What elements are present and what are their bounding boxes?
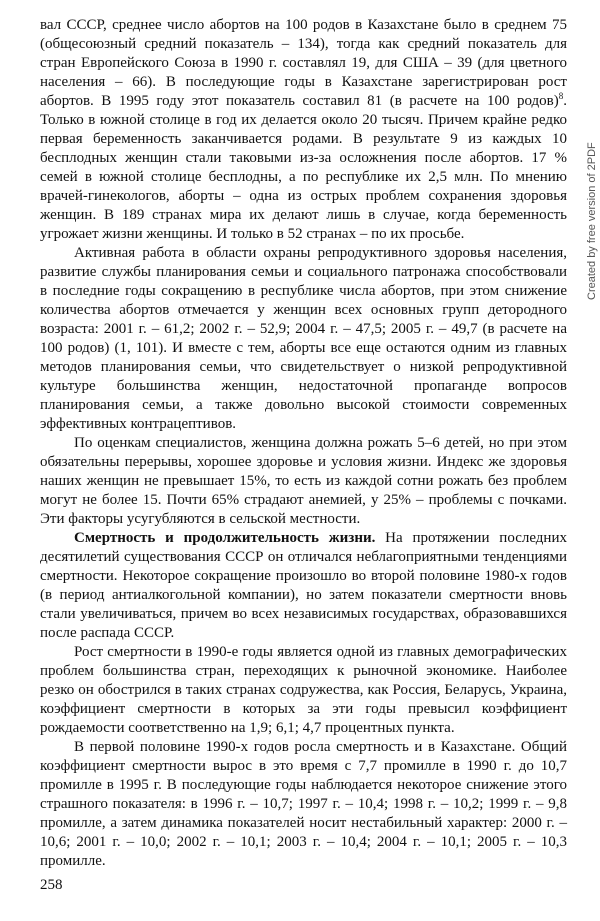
footnote-marker: 8: [558, 91, 564, 101]
page-number: 258: [40, 877, 63, 893]
paragraph-abortion-statistics: [40, 16, 567, 244]
paragraph-text: вал СССР, среднее число абортов на 100 родов в Казахстане было в среднем 75 (общесоюзный средний показатель – 134), тогда как средний показатель для стран Европейского Союза в 1990 г. составлял 19, для США – 39 (для цветного населения – 66). В последующие годы в Казахстане зарегистрирован рост абортов. В 1995 году этот показатель составил 81 (в расчете на 100 родов): [40, 17, 567, 109]
paragraph-mortality-growth: [40, 643, 567, 738]
paragraph-text-continued: . Только в южной столице в год их делается около 20 тысяч. Причем крайне редко первая беременность заканчивается родами. В результате 9 из каждых 10 бесплодных женщин стали таковыми из-за осложнения после абортов. 17 % семей в южной столице бесплодны, а по республике их 2,5 млн. По мнению врачей-гинекологов, аборты – одна из острых проблем сохранения здоровья женщин. В 189 странах мира их делают лишь в случае, когда беременность угрожает жизни женщины. И только в 52 странах – по их просьбе.: [40, 93, 567, 242]
paragraph-text: По оценкам специалистов, женщина должна рожать 5–6 детей, но при этом обязательны перерывы, хорошее здоровье и условия жизни. Индекс же здоровья наших женщин не превышает 15%, то есть из каждой сотни рожать без проблем могут не более 15. Почти 65% страдают анемией, у 25% – проблемы с почками. Эти факторы усугубляются в сельской местности.: [40, 435, 567, 527]
paragraph-women-health-index: [40, 434, 567, 529]
paragraph-text: Активная работа в области охраны репродуктивного здоровья населения, развитие службы планирования семьи и социального патронажа способствовали в последние годы сокращению в республике числа абортов, при этом снижение количества абортов отмечается у женщин всех основных групп детородного возраста: 2001 г. – 61,2; 2002 г. – 52,9; 2004 г. – 47,5; 2005 г. – 49,7 (в расчете на 100 родов) (1, 101). И вместе с тем, аборты все еще остаются одним из главных методов планирования семьи, что свидетельствует о низкой репродуктивной культуре большинства женщин, недостаточной пропаганде вопросов планирования семьи, а также довольно высокой стоимости современных эффективных контрацептивов.: [40, 245, 567, 432]
paragraph-text: На протяжении последних десятилетий существования СССР он отличался неблагоприятными тенденциями смертности. Некоторое сокращение произошло во второй половине 1980-х годов (в период антиалкогольной компании), но затем показатели смертности вновь стали увеличиваться, причем во всех независимых государствах, образовавшихся после распада СССР.: [40, 530, 567, 641]
paragraph-kazakhstan-mortality: [40, 738, 567, 871]
document-body: [40, 16, 567, 871]
section-heading-inline: Смертность и продолжительность жизни.: [74, 530, 376, 546]
watermark: Created by free version of 2PDF: [586, 142, 598, 300]
paragraph-mortality-section: [40, 529, 567, 643]
paragraph-reproductive-health: [40, 244, 567, 434]
paragraph-text: Рост смертности в 1990-е годы является одной из главных демографических проблем большинства стран, переходящих к рыночной экономике. Наиболее резко он обострился в таких странах содружества, как Россия, Беларусь, Украина, коэффициент смертности в которых за эти годы превысил коэффициент рождаемости соответственно на 1,9; 6,1; 4,7 процентных пункта.: [40, 644, 567, 736]
paragraph-text: В первой половине 1990-х годов росла смертность и в Казахстане. Общий коэффициент смертности вырос в это время с 7,7 промилле в 1990 г. до 10,7 промилле в 1995 г. В последующие годы наблюдается некоторое снижение этого страшного показателя: в 1996 г. – 10,7; 1997 г. – 10,4; 1998 г. – 10,2; 1999 г. – 9,8 промилле, а затем динамика показателей носит нестабильный характер: 2000 г. – 10,6; 2001 г. – 10,0; 2002 г. – 10,1; 2003 г. – 10,4; 2004 г. – 10,1; 2005 г. – 10,3 промилле.: [40, 739, 567, 869]
